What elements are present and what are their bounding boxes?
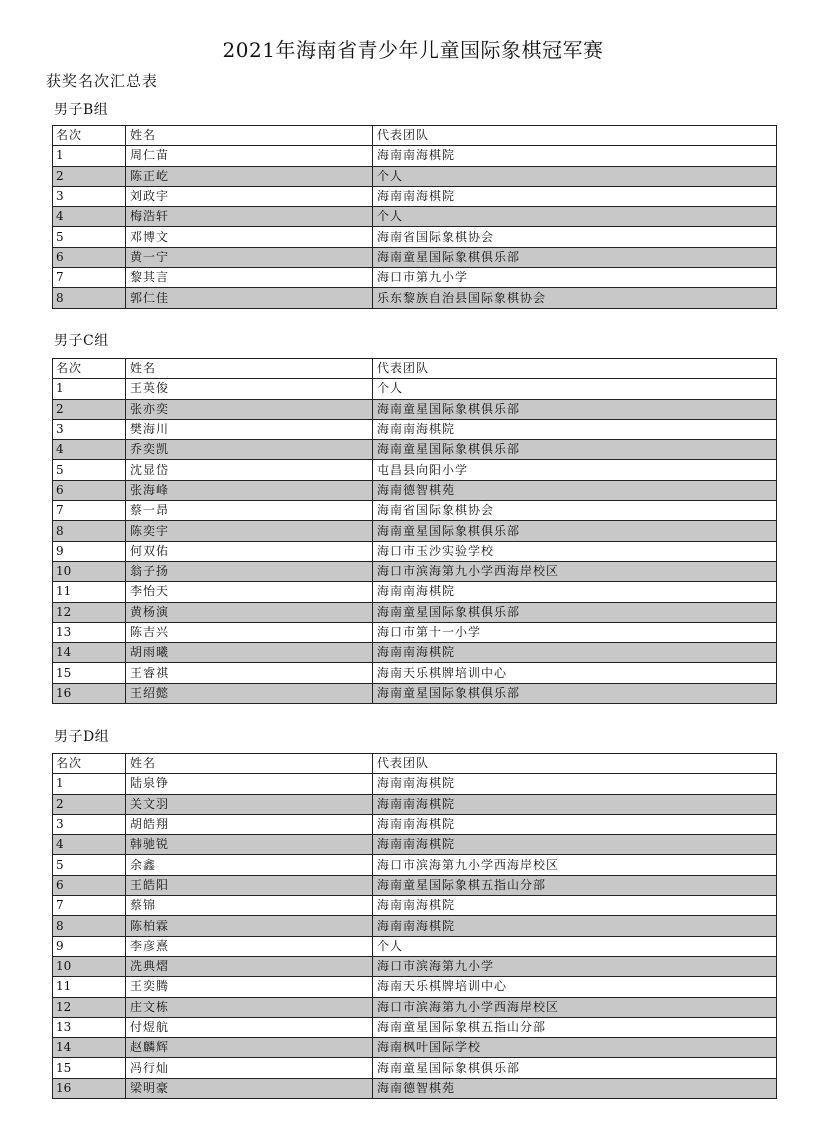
cell-rank: 11: [53, 977, 126, 997]
table-row: [53, 997, 777, 1017]
table-row: [53, 227, 777, 247]
table-row: [53, 440, 777, 460]
table-row: [53, 501, 777, 521]
cell-name: 樊海川: [126, 419, 373, 439]
cell-team: 海南童星国际象棋俱乐部: [373, 1058, 777, 1078]
cell-name: 黎其言: [126, 268, 373, 288]
results-table: [52, 125, 777, 309]
table-row: [53, 419, 777, 439]
cell-name: 黄一宁: [126, 247, 373, 267]
cell-team: 海南省国际象棋协会: [373, 227, 777, 247]
table-row: [53, 582, 777, 602]
cell-name: 陈吉兴: [126, 622, 373, 642]
header-name: 姓名: [126, 126, 373, 146]
cell-rank: 4: [53, 440, 126, 460]
header-team: 代表团队: [373, 126, 777, 146]
cell-team: 海南天乐棋牌培训中心: [373, 977, 777, 997]
table-row: [53, 521, 777, 541]
cell-team: 海南南海棋院: [373, 814, 777, 834]
table-row: [53, 146, 777, 166]
cell-rank: 5: [53, 227, 126, 247]
cell-rank: 2: [53, 794, 126, 814]
cell-name: 黄杨演: [126, 602, 373, 622]
cell-rank: 12: [53, 602, 126, 622]
cell-team: 海南童星国际象棋俱乐部: [373, 399, 777, 419]
table-header-row: [53, 359, 777, 379]
cell-name: 何双佑: [126, 541, 373, 561]
table-row: [53, 1058, 777, 1078]
cell-name: 关文羽: [126, 794, 373, 814]
cell-rank: 8: [53, 288, 126, 308]
cell-name: 王英俊: [126, 379, 373, 399]
table-header-row: [53, 754, 777, 774]
cell-team: 海南枫叶国际学校: [373, 1038, 777, 1058]
cell-rank: 14: [53, 1038, 126, 1058]
table-row: [53, 1038, 777, 1058]
table-row: [53, 916, 777, 936]
cell-rank: 16: [53, 683, 126, 703]
cell-name: 梅浩轩: [126, 207, 373, 227]
cell-name: 王皓阳: [126, 875, 373, 895]
cell-rank: 5: [53, 460, 126, 480]
cell-name: 邓博文: [126, 227, 373, 247]
cell-rank: 6: [53, 875, 126, 895]
group-title: 男子D组: [54, 729, 110, 745]
cell-name: 乔奕凯: [126, 440, 373, 460]
cell-team: 海口市滨海第九小学: [373, 956, 777, 976]
header-rank: 名次: [53, 359, 126, 379]
table-row: [53, 1078, 777, 1098]
cell-rank: 15: [53, 1058, 126, 1078]
cell-team: 海南南海棋院: [373, 916, 777, 936]
header-name: 姓名: [126, 754, 373, 774]
cell-team: 海口市滨海第九小学西海岸校区: [373, 997, 777, 1017]
table-row: [53, 480, 777, 500]
cell-name: 胡皓翔: [126, 814, 373, 834]
cell-team: 海南童星国际象棋俱乐部: [373, 683, 777, 703]
cell-rank: 6: [53, 480, 126, 500]
cell-name: 李怡天: [126, 582, 373, 602]
table-row: [53, 379, 777, 399]
header-team: 代表团队: [373, 754, 777, 774]
table-row: [53, 956, 777, 976]
cell-name: 庄文栋: [126, 997, 373, 1017]
cell-team: 海南南海棋院: [373, 419, 777, 439]
cell-rank: 13: [53, 1017, 126, 1037]
cell-team: 海口市滨海第九小学西海岸校区: [373, 855, 777, 875]
cell-rank: 15: [53, 663, 126, 683]
cell-rank: 5: [53, 855, 126, 875]
group-title: 男子B组: [54, 102, 109, 118]
table-row: [53, 1017, 777, 1037]
cell-team: 海南德智棋苑: [373, 1078, 777, 1098]
cell-team: 海南童星国际象棋俱乐部: [373, 440, 777, 460]
cell-rank: 1: [53, 146, 126, 166]
cell-team: 海南童星国际象棋俱乐部: [373, 602, 777, 622]
cell-team: 海南南海棋院: [373, 582, 777, 602]
results-table: [52, 753, 777, 1099]
cell-name: 张海峰: [126, 480, 373, 500]
cell-rank: 3: [53, 186, 126, 206]
header-team: 代表团队: [373, 359, 777, 379]
table-row: [53, 814, 777, 834]
cell-team: 海南童星国际象棋五指山分部: [373, 1017, 777, 1037]
cell-name: 张亦奕: [126, 399, 373, 419]
cell-name: 赵麟辉: [126, 1038, 373, 1058]
cell-team: 海南南海棋院: [373, 794, 777, 814]
table-row: [53, 643, 777, 663]
page-subtitle: 获奖名次汇总表: [46, 72, 159, 90]
table-row: [53, 683, 777, 703]
cell-team: 乐东黎族自治县国际象棋协会: [373, 288, 777, 308]
table-row: [53, 896, 777, 916]
cell-name: 周仁苗: [126, 146, 373, 166]
cell-team: 海南童星国际象棋俱乐部: [373, 521, 777, 541]
cell-name: 陈柏霖: [126, 916, 373, 936]
table-row: [53, 977, 777, 997]
table-row: [53, 460, 777, 480]
cell-team: 个人: [373, 379, 777, 399]
cell-rank: 16: [53, 1078, 126, 1098]
cell-team: 屯昌县向阳小学: [373, 460, 777, 480]
cell-name: 蔡锦: [126, 896, 373, 916]
cell-rank: 8: [53, 916, 126, 936]
table-row: [53, 186, 777, 206]
cell-team: 海口市滨海第九小学西海岸校区: [373, 561, 777, 581]
cell-rank: 2: [53, 399, 126, 419]
cell-rank: 9: [53, 936, 126, 956]
table-row: [53, 663, 777, 683]
cell-team: 个人: [373, 166, 777, 186]
table-row: [53, 541, 777, 561]
cell-name: 王奕腾: [126, 977, 373, 997]
cell-rank: 10: [53, 561, 126, 581]
cell-rank: 11: [53, 582, 126, 602]
cell-rank: 1: [53, 774, 126, 794]
cell-name: 冯行灿: [126, 1058, 373, 1078]
table-header-row: [53, 126, 777, 146]
cell-team: 海南童星国际象棋俱乐部: [373, 247, 777, 267]
table-row: [53, 399, 777, 419]
header-name: 姓名: [126, 359, 373, 379]
cell-name: 刘政宇: [126, 186, 373, 206]
cell-name: 韩驰锐: [126, 835, 373, 855]
table-row: [53, 561, 777, 581]
cell-name: 郭仁佳: [126, 288, 373, 308]
cell-name: 陆泉铮: [126, 774, 373, 794]
cell-team: 海南南海棋院: [373, 186, 777, 206]
cell-rank: 8: [53, 521, 126, 541]
cell-rank: 13: [53, 622, 126, 642]
cell-name: 蔡一昂: [126, 501, 373, 521]
cell-name: 冼典熠: [126, 956, 373, 976]
table-row: [53, 288, 777, 308]
cell-rank: 14: [53, 643, 126, 663]
cell-team: 海南南海棋院: [373, 835, 777, 855]
group-title: 男子C组: [54, 333, 109, 349]
cell-team: 个人: [373, 936, 777, 956]
table-row: [53, 247, 777, 267]
table-row: [53, 602, 777, 622]
table-row: [53, 855, 777, 875]
cell-team: 海南童星国际象棋五指山分部: [373, 875, 777, 895]
cell-rank: 2: [53, 166, 126, 186]
table-row: [53, 268, 777, 288]
cell-rank: 9: [53, 541, 126, 561]
results-table: [52, 358, 777, 704]
cell-team: 海南德智棋苑: [373, 480, 777, 500]
cell-name: 王睿祺: [126, 663, 373, 683]
table-row: [53, 207, 777, 227]
table-row: [53, 794, 777, 814]
cell-rank: 1: [53, 379, 126, 399]
cell-rank: 3: [53, 814, 126, 834]
cell-team: 海南南海棋院: [373, 896, 777, 916]
cell-rank: 12: [53, 997, 126, 1017]
cell-team: 海口市第十一小学: [373, 622, 777, 642]
cell-name: 付煜航: [126, 1017, 373, 1037]
cell-rank: 10: [53, 956, 126, 976]
cell-name: 梁明豪: [126, 1078, 373, 1098]
cell-name: 翁子扬: [126, 561, 373, 581]
cell-team: 海口市玉沙实验学校: [373, 541, 777, 561]
cell-name: 陈奕宇: [126, 521, 373, 541]
cell-name: 陈正屹: [126, 166, 373, 186]
cell-team: 海南天乐棋牌培训中心: [373, 663, 777, 683]
cell-rank: 7: [53, 501, 126, 521]
table-row: [53, 622, 777, 642]
cell-team: 海南南海棋院: [373, 146, 777, 166]
cell-rank: 3: [53, 419, 126, 439]
cell-name: 胡雨曦: [126, 643, 373, 663]
cell-rank: 7: [53, 896, 126, 916]
header-rank: 名次: [53, 754, 126, 774]
cell-team: 海南南海棋院: [373, 643, 777, 663]
cell-rank: 7: [53, 268, 126, 288]
cell-rank: 6: [53, 247, 126, 267]
table-row: [53, 936, 777, 956]
header-rank: 名次: [53, 126, 126, 146]
cell-name: 李彦熹: [126, 936, 373, 956]
table-row: [53, 875, 777, 895]
cell-team: 海口市第九小学: [373, 268, 777, 288]
table-row: [53, 774, 777, 794]
cell-team: 个人: [373, 207, 777, 227]
cell-name: 沈显岱: [126, 460, 373, 480]
table-row: [53, 835, 777, 855]
cell-team: 海南省国际象棋协会: [373, 501, 777, 521]
cell-rank: 4: [53, 207, 126, 227]
table-row: [53, 166, 777, 186]
page-title: 2021年海南省青少年儿童国际象棋冠军赛: [222, 38, 604, 62]
cell-rank: 4: [53, 835, 126, 855]
cell-team: 海南南海棋院: [373, 774, 777, 794]
cell-name: 王绍懿: [126, 683, 373, 703]
cell-name: 余鑫: [126, 855, 373, 875]
